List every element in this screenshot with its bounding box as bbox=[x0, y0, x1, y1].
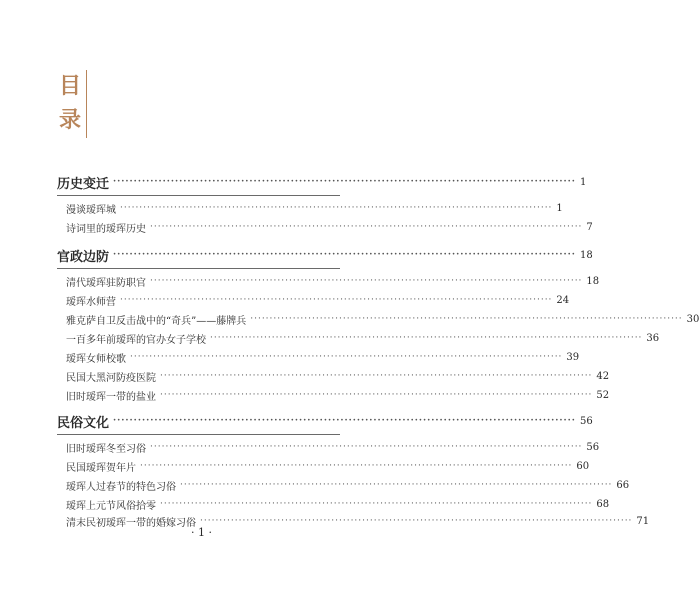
toc-entry-title: 漫谈瑷珲城 bbox=[66, 204, 116, 216]
toc-entry-title: 清代瑷珲驻防职官 bbox=[66, 277, 146, 289]
toc-entry-page: 18 bbox=[586, 275, 600, 287]
toc-entry[interactable] bbox=[66, 477, 630, 493]
toc-entry-title: 旧时瑷珲一带的盐业 bbox=[66, 391, 156, 403]
toc-section-title: 官政边防 bbox=[57, 249, 110, 265]
toc-entry-title: 旧时瑷珲冬至习俗 bbox=[66, 443, 146, 455]
toc-entry-title: 民国瑷珲贺年片 bbox=[66, 462, 136, 474]
page-number: · 1 · bbox=[191, 526, 212, 539]
toc-entry-page: 68 bbox=[596, 498, 610, 510]
toc-entry[interactable] bbox=[66, 200, 563, 216]
toc-entry-title: 雅克萨自卫反击战中的“奇兵”——藤牌兵 bbox=[66, 315, 247, 327]
toc-entry-page: 71 bbox=[636, 515, 650, 527]
toc-entry-page: 30 bbox=[686, 313, 699, 325]
toc-entry-page: 56 bbox=[586, 441, 600, 453]
toc-heading-char-2: 录 bbox=[58, 108, 81, 133]
toc-entry[interactable] bbox=[66, 496, 610, 512]
toc-entry-title: 瑷珲上元节风俗拾零 bbox=[66, 500, 156, 512]
toc-section-3[interactable] bbox=[57, 411, 593, 431]
leader-dots: ················································································································ bbox=[150, 275, 583, 286]
leader-dots: ················································································································ bbox=[113, 415, 576, 426]
leader-dots: ················································································································ bbox=[140, 460, 573, 471]
leader-dots: ················································································································ bbox=[130, 351, 563, 362]
section-divider bbox=[57, 195, 340, 196]
toc-entry[interactable] bbox=[66, 311, 699, 327]
toc-heading-char-1: 目 bbox=[58, 74, 81, 99]
toc-section-page: 18 bbox=[579, 249, 593, 261]
toc-entry-title: 瑷珲人过春节的特色习俗 bbox=[66, 481, 176, 493]
toc-entry[interactable] bbox=[66, 273, 600, 289]
toc-entry[interactable] bbox=[66, 292, 570, 308]
toc-entry-page: 52 bbox=[596, 389, 610, 401]
toc-section-1[interactable] bbox=[57, 172, 587, 192]
toc-entry-title: 一百多年前瑷珲的官办女子学校 bbox=[66, 334, 206, 346]
leader-dots: ················································································································ bbox=[120, 202, 553, 213]
toc-entry-title: 清末民初瑷珲一带的婚嫁习俗 bbox=[66, 517, 196, 529]
toc-section-page: 56 bbox=[579, 415, 593, 427]
section-divider bbox=[57, 434, 340, 435]
leader-dots: ················································································································ bbox=[180, 479, 613, 490]
toc-entry-page: 7 bbox=[586, 221, 593, 233]
toc-section-title: 民俗文化 bbox=[57, 415, 110, 431]
toc-section-title: 历史变迁 bbox=[57, 176, 110, 192]
toc-entry-title: 诗词里的瑷珲历史 bbox=[66, 223, 146, 235]
leader-dots: ················································································································ bbox=[200, 515, 633, 526]
leader-dots: ················································································································ bbox=[150, 221, 583, 232]
leader-dots: ················································································································ bbox=[160, 498, 593, 509]
section-divider bbox=[57, 268, 340, 269]
leader-dots: ················································································································ bbox=[113, 249, 576, 260]
toc-entry-title: 瑷珲女师校歌 bbox=[66, 353, 126, 365]
leader-dots: ················································································································ bbox=[160, 370, 593, 381]
toc-entry[interactable] bbox=[66, 219, 593, 235]
toc-entry[interactable] bbox=[66, 458, 590, 474]
leader-dots: ················································································································ bbox=[150, 441, 583, 452]
toc-entry-page: 24 bbox=[556, 294, 570, 306]
toc-entry-page: 60 bbox=[576, 460, 590, 472]
leader-dots: ················································································································ bbox=[113, 176, 576, 187]
toc-entry-title: 民国大黑河防疫医院 bbox=[66, 372, 156, 384]
toc-section-page: 1 bbox=[579, 176, 587, 188]
leader-dots: ················································································································ bbox=[210, 332, 643, 343]
toc-entry-page: 39 bbox=[566, 351, 580, 363]
toc-entry[interactable] bbox=[66, 349, 580, 365]
leader-dots: ················································································································ bbox=[120, 294, 553, 305]
toc-section-2[interactable] bbox=[57, 245, 593, 265]
toc-entry-page: 1 bbox=[556, 202, 563, 214]
toc-entry[interactable] bbox=[66, 330, 660, 346]
toc-entry-title: 瑷珲水师营 bbox=[66, 296, 116, 308]
toc-entry[interactable] bbox=[66, 439, 600, 455]
toc-entry-page: 42 bbox=[596, 370, 610, 382]
toc-entry-page: 36 bbox=[646, 332, 660, 344]
toc-entry[interactable] bbox=[66, 387, 610, 403]
toc-entry[interactable] bbox=[66, 368, 610, 384]
leader-dots: ················································································································ bbox=[250, 313, 683, 324]
toc-entry-page: 66 bbox=[616, 479, 630, 491]
leader-dots: ················································································································ bbox=[160, 389, 593, 400]
